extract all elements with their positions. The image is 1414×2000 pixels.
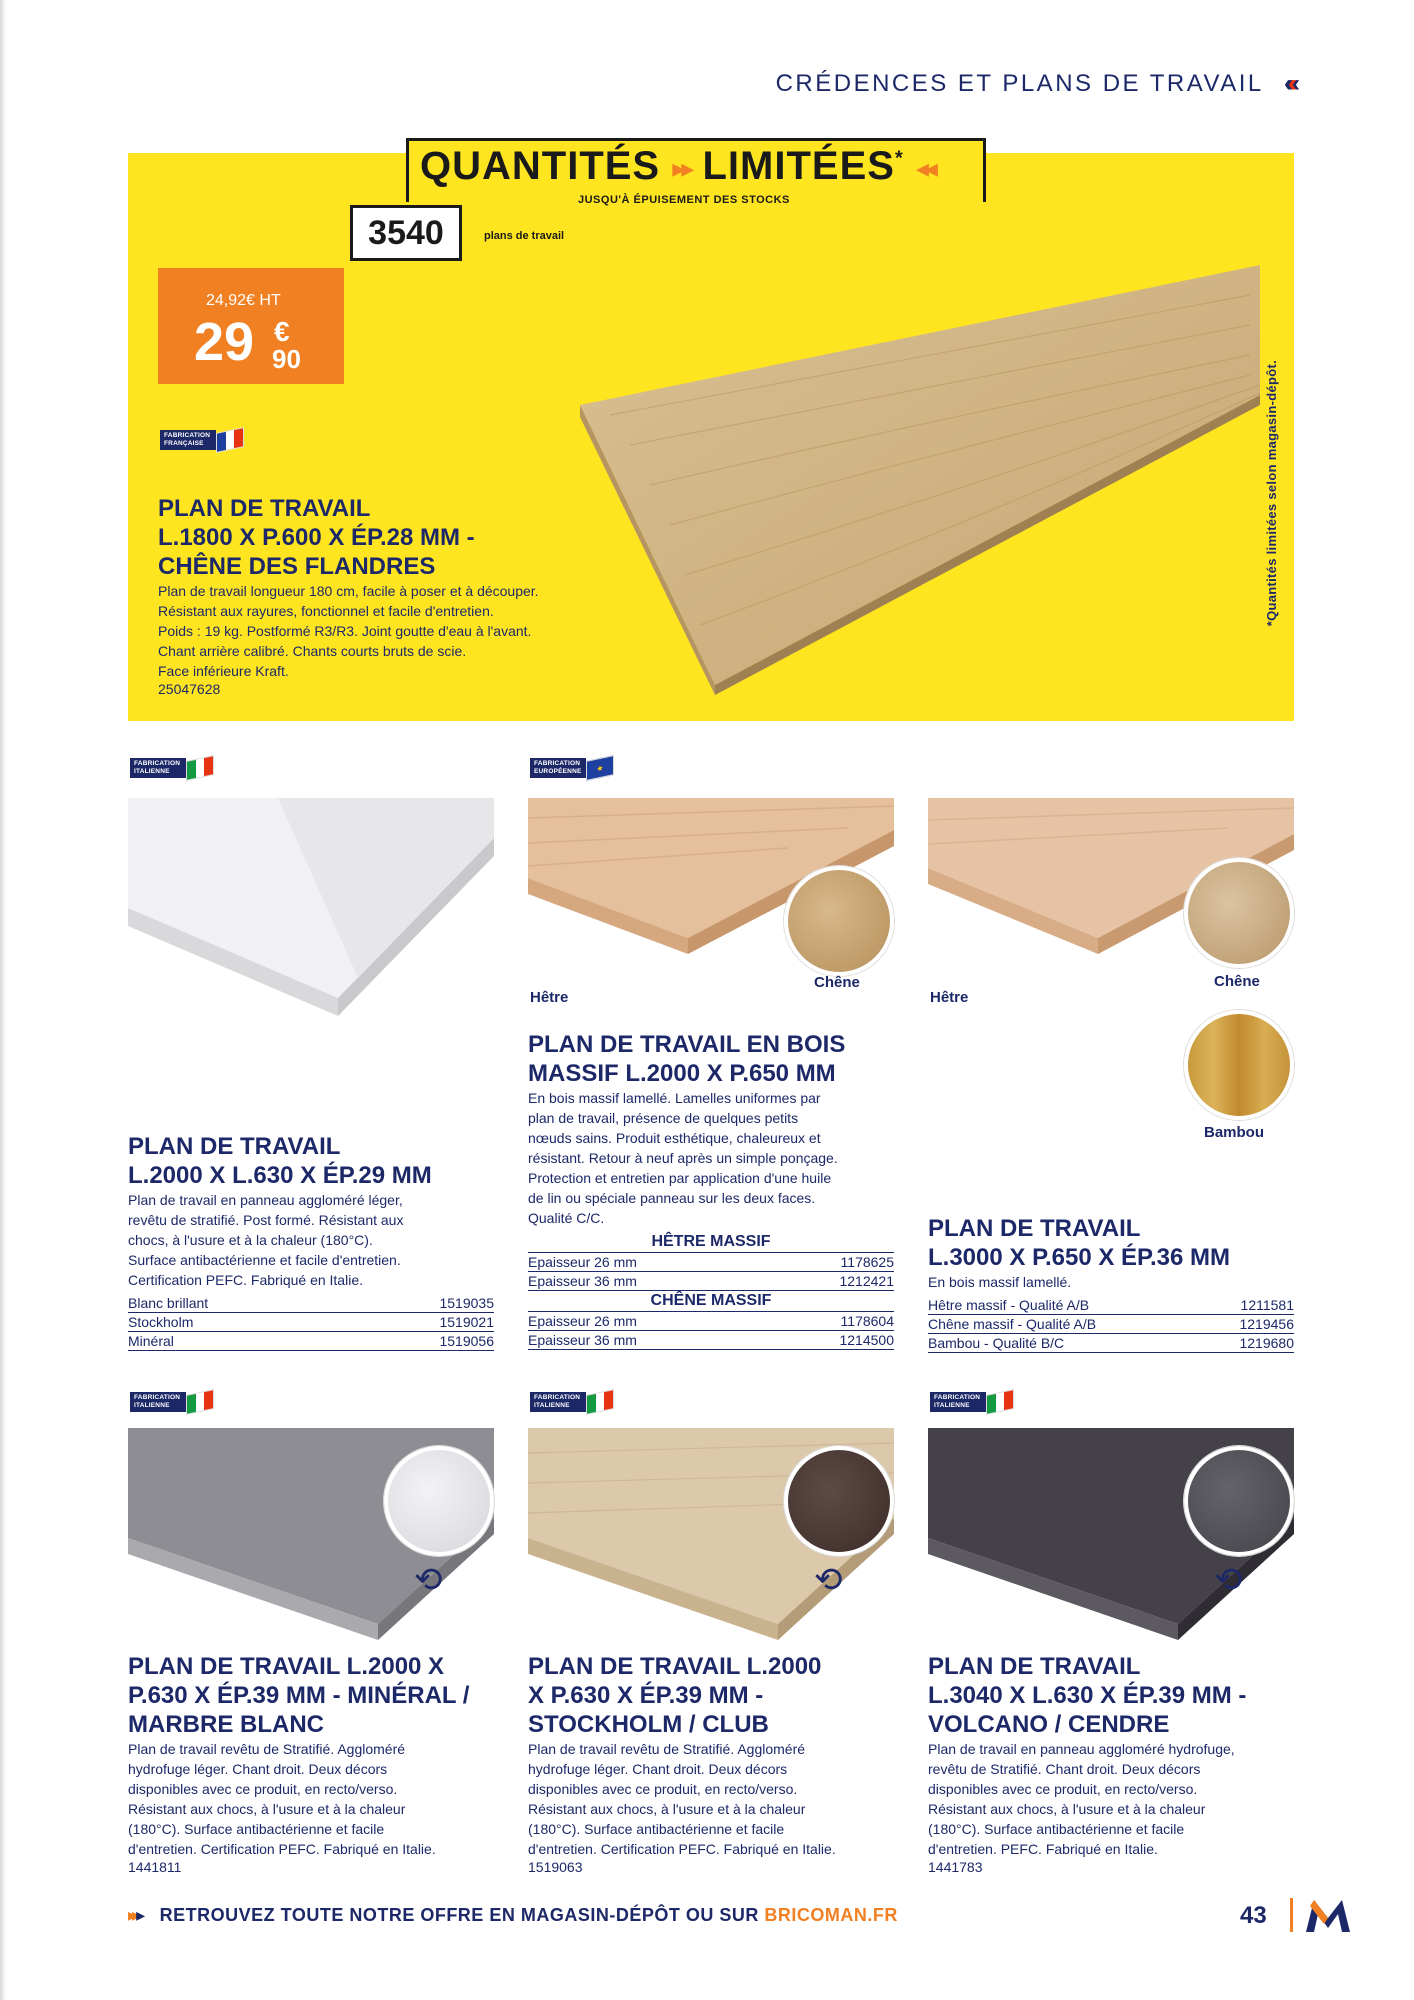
reverse-arrows-icon: ⟲ [414,1561,443,1599]
product-6-desc-2: revêtu de Stratifié. Chant droit. Deux décors [928,1761,1201,1777]
chevrons-left-icon: ‹‹‹‹‹ [1284,70,1294,97]
table-row: Epaisseur 26 mm 1178604 [528,1313,894,1329]
product-2-desc-3: nœuds sains. Produit esthétique, chaleureux et [528,1130,821,1146]
price-cents: 90 [272,344,301,374]
badge-text: FABRICATION FRANÇAISE [160,430,216,450]
made-in-italy-badge: FABRICATION ITALIENNE [930,1392,1014,1412]
reverse-arrows-icon: ⟲ [814,1561,843,1599]
promo-ref: 25047628 [158,681,221,697]
stock-count: 3540 [350,205,462,261]
product-1-desc-2: revêtu de stratifié. Post formé. Résistant aux [128,1212,404,1228]
product-3-title-1: PLAN DE TRAVAIL [928,1215,1141,1242]
product-2-desc-1: En bois massif lamellé. Lamelles uniformes par [528,1090,821,1106]
product-2-desc-5: Protection et entretien par application d'une huile [528,1170,832,1186]
limited-quantities-note: *Quantités limitées selon magasin-dépôt. [1264,360,1279,627]
product-5-desc-5: (180°C). Surface antibactérienne et facile [528,1821,785,1837]
product-2-title-1: PLAN DE TRAVAIL EN BOIS [528,1031,846,1058]
product-4-desc-5: (180°C). Surface antibactérienne et facile [128,1821,385,1837]
promo-desc-3: Poids : 19 kg. Postformé R3/R3. Joint goutte d'eau à l'avant. [158,623,532,639]
product-6-title-2: L.3040 X L.630 X ÉP.39 MM - [928,1682,1247,1709]
made-in-italy-badge: FABRICATION ITALIENNE [130,758,214,778]
product-5-title-1: PLAN DE TRAVAIL L.2000 [528,1653,822,1680]
product-2-desc-6: de lin ou spéciale panneau sur les deux faces. [528,1190,816,1206]
product-1-ref-table [128,1294,494,1351]
product-4-desc-1: Plan de travail revêtu de Stratifié. Aggloméré [128,1741,406,1757]
product-1-desc-4: Surface antibactérienne et facile d'entretien. [128,1252,401,1268]
section-title [776,70,1294,98]
table-row: Blanc brillant 1519035 [128,1295,494,1311]
product-5-ref: 1519063 [528,1859,583,1875]
page-separator [1290,1898,1293,1932]
product-card-6 [928,1652,1308,1875]
limited-banner-title: QUANTITÉS ▸▸ LIMITÉES* ◂◂ [420,144,934,188]
price-tag [158,268,344,384]
product-5-desc-1: Plan de travail revêtu de Stratifié. Aggloméré [528,1741,806,1757]
promo-title-1: PLAN DE TRAVAIL [158,495,371,522]
flag-europe-icon: ★ [586,755,614,781]
product-4-desc-2: hydrofuge léger. Chant droit. Deux décors [128,1761,388,1777]
cendre-swatch [1184,1446,1294,1556]
product-2-title-2: MASSIF L.2000 X P.650 MM [528,1060,836,1087]
product-3-desc-1: En bois massif lamellé. [928,1274,1072,1290]
chevron-right-icon: ▸▸▸ [128,1905,141,1925]
price-euros: 29 [194,312,255,372]
table-row: Epaisseur 36 mm 1214500 [528,1332,894,1348]
promo-desc-5: Face inférieure Kraft. [158,663,289,679]
chevron-right-icon: ▸▸ [672,152,691,183]
club-swatch [784,1446,894,1556]
product-4-title-2: P.630 X ÉP.39 MM - MINÉRAL / [128,1682,470,1709]
promo-title-3: CHÊNE DES FLANDRES [158,553,436,580]
price-currency: € [274,316,290,347]
product-2-label-beech: Hêtre [530,989,569,1006]
price-ht: 24,92€ HT [206,292,281,309]
product-6-desc-3: disponibles avec ce produit, en recto/verso. [928,1781,1198,1797]
product-3-label-beech: Hêtre [930,989,969,1006]
promo-desc-4: Chant arrière calibré. Chants courts bruts de scie. [158,643,467,659]
table-row: Stockholm 1519021 [128,1314,494,1330]
product-3-label-oak: Chêne [1214,973,1260,990]
table-row: Epaisseur 36 mm 1212421 [528,1273,894,1289]
oak-group-title: CHÊNE MASSIF [528,1291,894,1312]
bamboo-swatch [1184,1010,1294,1120]
chevron-left-icon: ◂◂ [915,152,934,183]
product-2-desc-7: Qualité C/C. [528,1210,605,1226]
product-5-desc-2: hydrofuge léger. Chant droit. Deux décors [528,1761,788,1777]
product-4-desc-4: Résistant aux chocs, à l'usure et à la chaleur [128,1801,406,1817]
table-row: Epaisseur 26 mm 1178625 [528,1254,894,1270]
product-2-desc-2: plan de travail, présence de quelques petits [528,1110,799,1126]
promo-product-info [158,494,628,697]
product-3-title-2: L.3000 X P.650 X ÉP.36 MM [928,1244,1230,1271]
page-number: 43 [1240,1902,1267,1929]
product-4-desc-3: disponibles avec ce produit, en recto/verso. [128,1781,398,1797]
flag-italy-icon [986,1389,1014,1415]
product-card-4 [128,1652,508,1875]
product-6-desc-5: (180°C). Surface antibactérienne et facile [928,1821,1185,1837]
reverse-arrows-icon: ⟲ [1214,1561,1243,1599]
oak-swatch [784,866,894,976]
product-4-title-3: MARBRE BLANC [128,1711,324,1738]
product-4-title-1: PLAN DE TRAVAIL L.2000 X [128,1653,445,1680]
promo-desc-1: Plan de travail longueur 180 cm, facile à poser et à découper. [158,583,539,599]
made-in-france-badge [160,430,244,450]
product-2-label-oak: Chêne [814,974,860,991]
product-6-desc-4: Résistant aux chocs, à l'usure et à la chaleur [928,1801,1206,1817]
promo-title-2: L.1800 X P.600 X ÉP.28 MM - [158,524,475,551]
white-worktop-image [128,798,494,1024]
section-title-text: CRÉDENCES ET PLANS DE TRAVAIL [775,70,1263,97]
product-1-desc-3: chocs, à l'usure et à la chaleur (180°C). [128,1232,373,1248]
made-in-europe-badge: FABRICATION EUROPÉENNE ★ [530,758,614,778]
white-marble-swatch [384,1446,494,1556]
product-1-desc-1: Plan de travail en panneau aggloméré léger, [128,1192,403,1208]
made-in-italy-badge: FABRICATION ITALIENNE [130,1392,214,1412]
product-1-title-2: L.2000 X L.630 X ÉP.29 MM [128,1162,432,1189]
flag-italy-icon [186,1389,214,1415]
footer-text: RETROUVEZ TOUTE NOTRE OFFRE EN MAGASIN-DÉPÔT OU SUR [159,1905,759,1925]
product-4-desc-6: d'entretien. Certification PEFC. Fabriqué en Italie. [128,1841,436,1857]
product-5-desc-4: Résistant aux chocs, à l'usure et à la chaleur [528,1801,806,1817]
product-card-2 [528,1030,898,1350]
footer-link[interactable]: BRICOMAN.FR [764,1905,898,1925]
product-1-desc-5: Certification PEFC. Fabriqué en Italie. [128,1272,363,1288]
oak-swatch-2 [1184,858,1294,968]
product-card-5 [528,1652,908,1875]
table-row: Minéral 1519056 [128,1333,494,1349]
promo-product-image [570,255,1270,695]
product-card-1 [128,1132,498,1351]
product-2-desc-4: résistant. Retour à neuf après un simple ponçage. [528,1150,838,1166]
flag-italy-icon [186,755,214,781]
product-1-title-1: PLAN DE TRAVAIL [128,1133,341,1160]
table-row: Hêtre massif - Qualité A/B 1211581 [928,1297,1294,1313]
page-edge [0,0,6,2000]
product-6-title-3: VOLCANO / CENDRE [928,1711,1170,1738]
bricoman-logo-icon [1300,1896,1356,1936]
product-6-desc-6: d'entretien. PEFC. Fabriqué en Italie. [928,1841,1158,1857]
beech-group-title: HÊTRE MASSIF [528,1232,894,1253]
product-5-title-2: X P.630 X ÉP.39 MM - [528,1682,764,1709]
stock-label: plans de travail [484,230,565,242]
table-row: Chêne massif - Qualité A/B 1219456 [928,1316,1294,1332]
product-card-3 [928,1214,1298,1353]
limited-banner-subtitle: JUSQU'À ÉPUISEMENT DES STOCKS [578,194,790,206]
beech-ref-table [528,1253,894,1291]
flag-italy-icon [586,1389,614,1415]
made-in-italy-badge: FABRICATION ITALIENNE [530,1392,614,1412]
product-5-title-3: STOCKHOLM / CLUB [528,1711,769,1738]
product-5-desc-3: disponibles avec ce produit, en recto/verso. [528,1781,798,1797]
product-6-desc-1: Plan de travail en panneau aggloméré hydrofuge, [928,1741,1235,1757]
product-4-ref: 1441811 [128,1859,182,1875]
oak-ref-table [528,1312,894,1350]
product-3-ref-table [928,1296,1294,1353]
product-6-title-1: PLAN DE TRAVAIL [928,1653,1141,1680]
footer-promo [128,1905,898,1926]
product-3-label-bamboo: Bambou [1204,1124,1264,1141]
promo-desc-2: Résistant aux rayures, fonctionnel et facile d'entretien. [158,603,494,619]
product-6-ref: 1441783 [928,1859,983,1875]
table-row: Bambou - Qualité B/C 1219680 [928,1335,1294,1351]
product-5-desc-6: d'entretien. Certification PEFC. Fabriqué en Italie. [528,1841,836,1857]
flag-france-icon [216,427,244,453]
